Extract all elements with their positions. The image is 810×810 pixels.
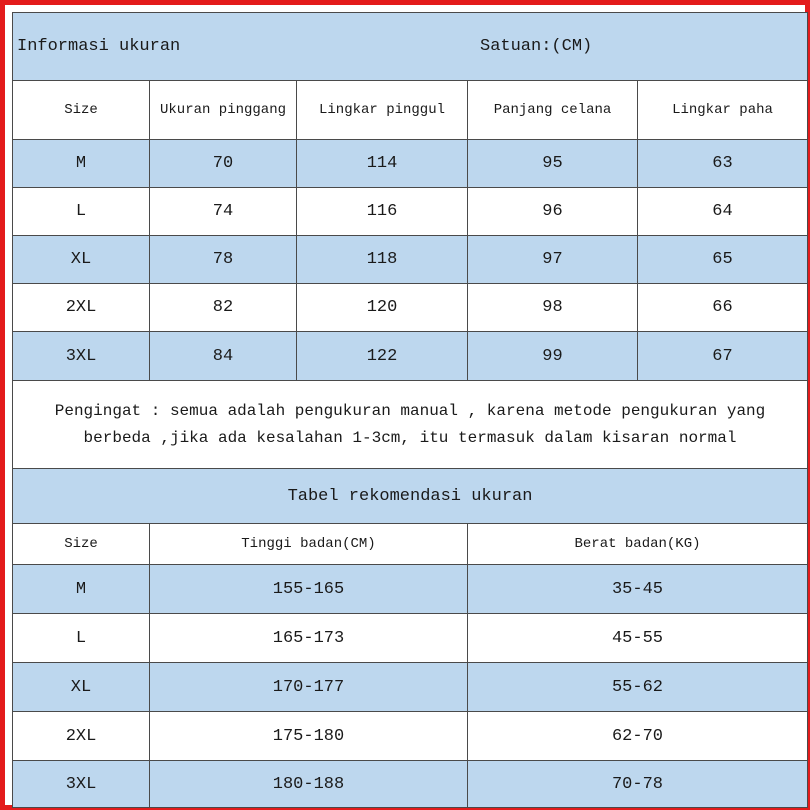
header-cell: Size	[13, 81, 150, 139]
size-info-header-band	[13, 13, 807, 81]
hip-cell: 120	[297, 284, 468, 331]
recommendation-header-row	[13, 524, 807, 565]
table-row	[13, 712, 807, 761]
waist-cell: 70	[150, 140, 297, 187]
size-cell: M	[13, 565, 150, 613]
waist-cell: 82	[150, 284, 297, 331]
header-cell: Lingkar paha	[672, 102, 773, 118]
table-row	[13, 565, 807, 614]
waist-cell: 78	[150, 236, 297, 283]
size-cell: 2XL	[13, 712, 150, 760]
size-chart-sheet	[12, 12, 808, 808]
length-cell: 99	[468, 332, 638, 380]
table-row	[13, 614, 807, 663]
height-cell: 165-173	[150, 614, 468, 662]
thigh-cell: 66	[712, 298, 733, 317]
length-cell: 98	[468, 284, 638, 331]
thigh-cell: 64	[712, 202, 733, 221]
height-cell: 175-180	[150, 712, 468, 760]
height-cell: 170-177	[150, 663, 468, 711]
table-row	[13, 332, 807, 381]
weight-cell: 70-78	[611, 774, 663, 794]
length-cell: 96	[468, 188, 638, 235]
height-cell: 180-188	[150, 761, 468, 807]
size-cell: 3XL	[13, 761, 150, 807]
waist-cell: 84	[150, 332, 297, 380]
size-cell: XL	[13, 663, 150, 711]
weight-cell: 62-70	[611, 726, 663, 746]
header-cell: Berat badan(KG)	[574, 536, 701, 552]
table-row	[13, 188, 807, 236]
recommendation-title: Tabel rekomendasi ukuran	[13, 469, 807, 524]
thigh-cell: 65	[712, 250, 733, 269]
size-cell: 3XL	[13, 332, 150, 380]
hip-cell: 118	[297, 236, 468, 283]
hip-cell: 116	[297, 188, 468, 235]
header-cell: Size	[13, 524, 150, 564]
header-cell: Tinggi badan(CM)	[150, 524, 468, 564]
hip-cell: 122	[297, 332, 468, 380]
thigh-cell: 63	[712, 154, 733, 173]
measurement-note: Pengingat : semua adalah pengukuran manual , karena metode pengukuran yang berbeda ,jika ada kesalahan 1-3cm, itu termasuk dalam kisaran normal	[13, 381, 807, 469]
header-cell: Ukuran pinggang	[150, 81, 297, 139]
header-cell: Panjang celana	[468, 81, 638, 139]
size-cell: L	[13, 614, 150, 662]
weight-cell: 45-55	[611, 628, 663, 648]
hip-cell: 114	[297, 140, 468, 187]
table-row	[13, 236, 807, 284]
table-row	[13, 140, 807, 188]
table-row	[13, 761, 807, 807]
size-info-title: Informasi ukuran	[17, 37, 181, 56]
header-cell: Lingkar pinggul	[297, 81, 468, 139]
waist-cell: 74	[150, 188, 297, 235]
size-cell: XL	[13, 236, 150, 283]
weight-cell: 35-45	[611, 579, 663, 599]
weight-cell: 55-62	[611, 677, 663, 697]
thigh-cell: 67	[712, 346, 733, 366]
table-row	[13, 663, 807, 712]
length-cell: 97	[468, 236, 638, 283]
size-cell: M	[13, 140, 150, 187]
length-cell: 95	[468, 140, 638, 187]
table-row	[13, 284, 807, 332]
unit-label: Satuan:(CM)	[480, 37, 593, 56]
size-cell: L	[13, 188, 150, 235]
height-cell: 155-165	[150, 565, 468, 613]
size-cell: 2XL	[13, 284, 150, 331]
size-table-header-row	[13, 81, 807, 140]
